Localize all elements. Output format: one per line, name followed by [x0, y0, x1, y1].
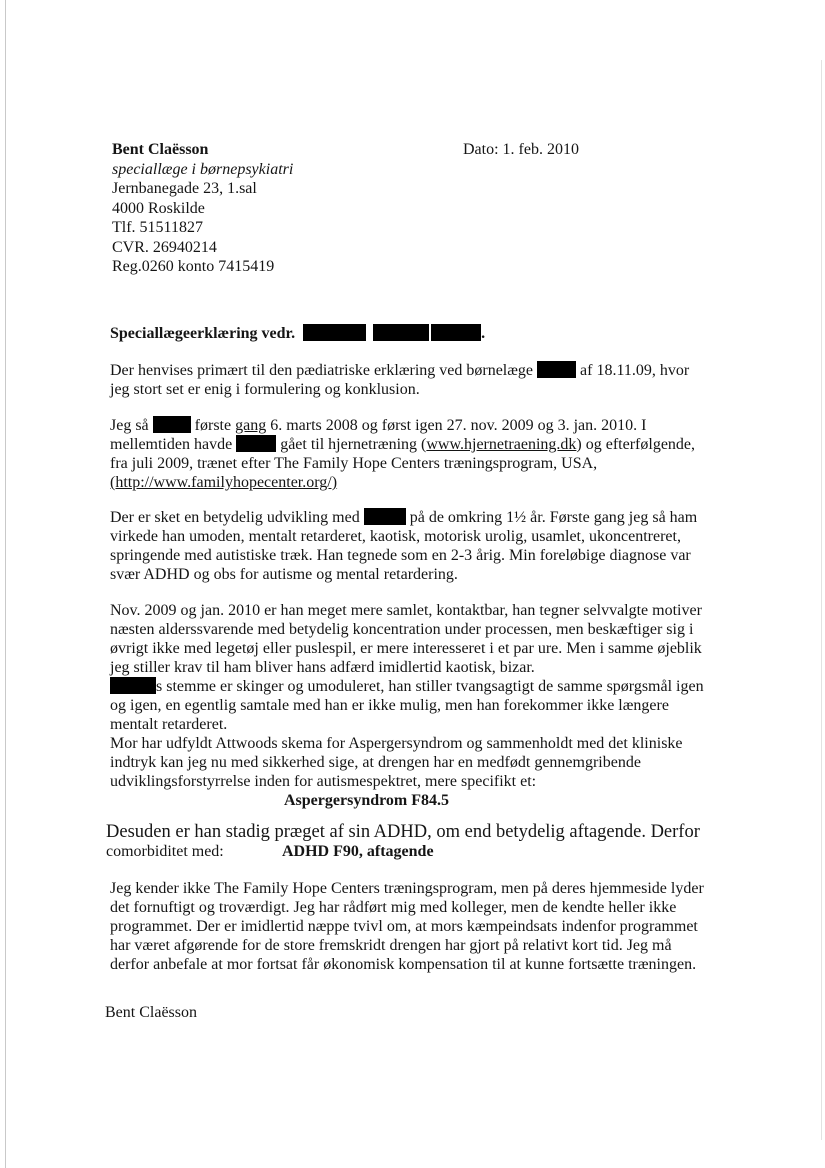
p4-text: og igen, en egentlig samtale med han er ikke mulig, men han forekommer ikke længere	[110, 697, 669, 714]
paragraph-referral	[110, 361, 700, 399]
p6-text: programmet. Der er imidlertid næppe tvivl om, at mors kæmpeindsats indenfor programmet	[110, 918, 698, 935]
p2-text: ) og efterfølgende,	[576, 436, 696, 453]
familyhopecenter-link[interactable]: (http://www.familyhopecenter.org/)	[110, 474, 338, 491]
paragraph-current-status	[110, 601, 704, 810]
p6-text: har været afgørende for de store fremskridt drengen har gjort på relativt kort tid. Jeg må	[110, 937, 672, 954]
p2-text: første	[194, 417, 232, 434]
heading-period: .	[481, 325, 486, 342]
heading-text: Speciallægeerklæring vedr.	[110, 325, 296, 342]
p4-text: udviklingsforstyrrelse inden for autismespektret, mere specifikt et:	[110, 773, 537, 790]
p4-text: øvrigt ikke med legetøj eller puslespil, er mere interesseret i et par ure. Men i samme øjeblik	[110, 640, 702, 657]
sender-address: Jernbanegade 23, 1.sal	[112, 180, 257, 197]
adhd-statement: Desuden er han stadig præget af sin ADHD, om end betydelig aftagende. Derfor	[106, 822, 700, 842]
paragraph-recommendation	[110, 879, 704, 974]
sender-name: Bent Claësson	[112, 141, 209, 158]
p2-text: Jeg så	[110, 417, 149, 434]
p3-text: springende med autistiske træk. Han tegnede som en 2-3 årig. Min foreløbige diagnose var	[110, 547, 691, 564]
p3-text: på de omkring 1½ år. Første gang jeg så ham	[409, 509, 698, 526]
letter-heading	[110, 324, 485, 343]
redaction-box	[431, 324, 481, 341]
diagnosis-adhd: ADHD F90, aftagende	[282, 843, 434, 860]
p4-text: næsten alderssvarende med betydelig koncentration under processen, men beskæftiger sig i	[110, 621, 694, 638]
letter-date: Dato: 1. feb. 2010	[463, 141, 579, 158]
comorbidity-line	[106, 843, 434, 861]
p6-text: det fornuftigt og troværdigt. Jeg har rådført mig med kolleger, men de kendte heller ikke	[110, 899, 677, 916]
sender-block	[112, 140, 293, 277]
p1-text-b: af 18.11.09, hvor	[580, 362, 690, 379]
redaction-box	[153, 416, 191, 433]
signature-name: Bent Claësson	[105, 1004, 197, 1021]
p2-text: fra juli 2009, trænet efter The Family Hope Centers træningsprogram, USA,	[110, 455, 598, 472]
p4-text: s stemme er skinger og umoduleret, han stiller tvangsagtigt de samme spørgsmål igen	[156, 678, 704, 695]
p4-text: jeg stiller krav til ham bliver hans adfærd imidlertid kaotisk, bizar.	[110, 659, 535, 676]
hjernetraening-link[interactable]: www.hjernetraening.dk	[426, 436, 577, 453]
sender-phone: Tlf. 51511827	[112, 219, 203, 236]
p6-text: derfor anbefale at mor fortsat får økonomisk kompensation til at kunne fortsætte træningen.	[110, 956, 697, 973]
scan-edge-line	[5, 0, 6, 1168]
redaction-box	[303, 324, 366, 341]
sender-bank: Reg.0260 konto 7415419	[112, 258, 275, 275]
p4-text: Nov. 2009 og jan. 2010 er han meget mere samlet, kontaktbar, han tegner selvvalgte motiver	[110, 602, 702, 619]
sender-city: 4000 Roskilde	[112, 199, 205, 217]
p3-text: virkede han umoden, mentalt retarderet, kaotisk, motorisk urolig, usamlet, ukoncentreret,	[110, 528, 681, 545]
paragraph-development	[110, 508, 700, 584]
p3-text: Der er sket en betydelig udvikling med	[110, 509, 360, 526]
redaction-box	[537, 361, 576, 378]
p1-text-a: Der henvises primært til den pædiatriske erklæring ved børnelæge	[110, 362, 534, 379]
scan-edge-line-right	[821, 60, 822, 1140]
redaction-box	[373, 324, 429, 341]
redaction-box	[236, 435, 276, 452]
p2-text: gået til hjernetræning (	[280, 436, 427, 453]
p2-text-underlined: gang	[235, 417, 267, 434]
p2-text: 6. marts 2008 og først igen 27. nov. 2009 og 3. jan. 2010. I	[270, 417, 647, 434]
p4-text: Mor har udfyldt Attwoods skema for Aspergersyndrom og sammenholdt med det kliniske	[110, 735, 683, 752]
p6-text: Jeg kender ikke The Family Hope Centers træningsprogram, men på deres hjemmeside lyder	[110, 880, 704, 897]
p2-text: mellemtiden havde	[110, 436, 233, 453]
sender-cvr: CVR. 26940214	[112, 238, 217, 256]
p1-text-c: jeg stort set er enig i formulering og konklusion.	[110, 381, 420, 398]
sender-title: speciallæge i børnepsykiatri	[112, 160, 294, 178]
p4-text: indtryk kan jeg nu med sikkerhed sige, at drengen har en medfødt gennemgribende	[110, 754, 641, 771]
diagnosis-asperger: Aspergersyndrom F84.5	[284, 792, 450, 809]
redaction-box	[364, 508, 406, 525]
comorbidity-label: comorbiditet med:	[106, 843, 224, 860]
p4-text: mentalt retarderet.	[110, 716, 228, 733]
paragraph-visits	[110, 416, 700, 492]
redaction-box	[110, 677, 156, 694]
p3-text: svær ADHD og obs for autisme og mental retardering.	[110, 566, 458, 583]
